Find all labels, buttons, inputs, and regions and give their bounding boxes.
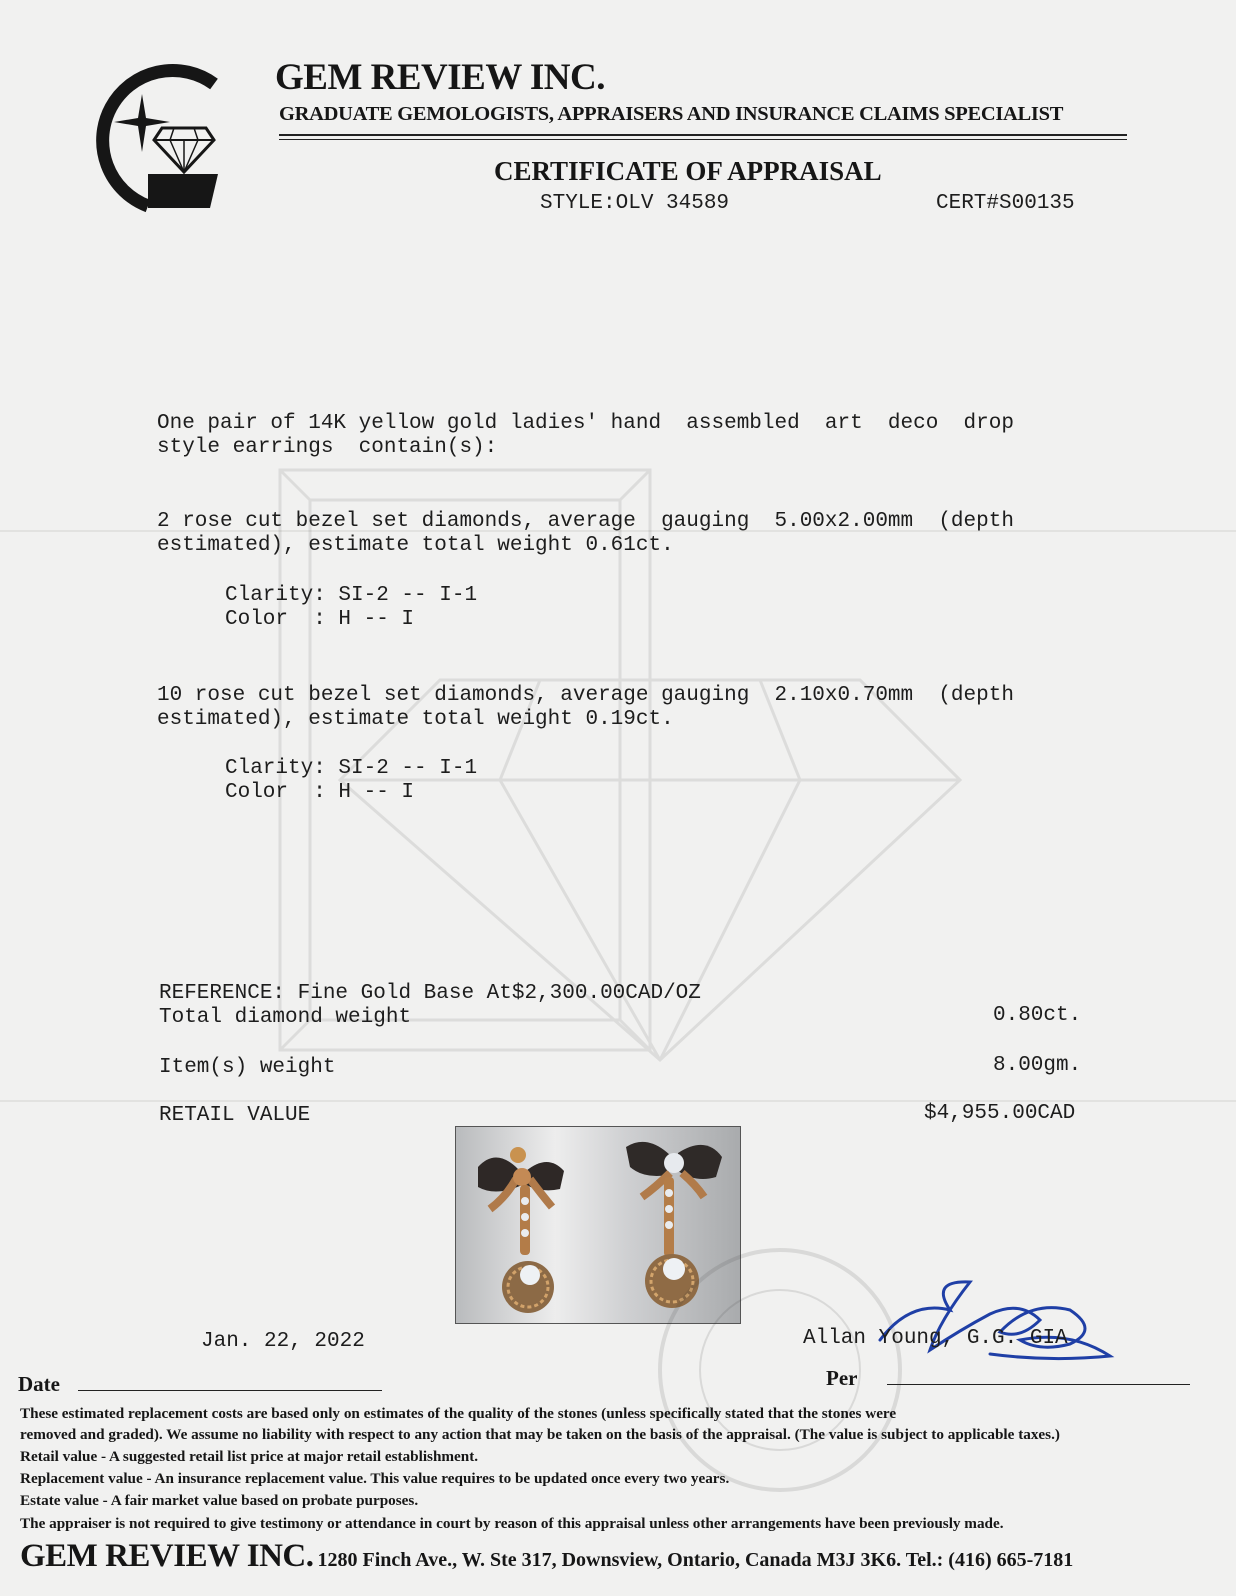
stone-group-line: 2 rose cut bezel set diamonds, average gauging 5.00x2.00mm (depth [157,510,1014,533]
appraiser-name: Allan Young, G.G. GIA [803,1327,1068,1350]
total-diamond-weight-value: 0.80ct. [993,1004,1082,1027]
disclaimer-line: The appraiser is not required to give testimony or attendance in court by reason of this appraisal unless other arrangements have been previously made. [20,1515,1004,1532]
footer-address: 1280 Finch Ave., W. Ste 317, Downsview, Ontario, Canada M3J 3K6. Tel.: (416) 665-7181 [317,1549,1074,1571]
header-rule [279,139,1127,140]
item-weight-value: 8.00gm. [993,1054,1082,1077]
date-signature-line [78,1390,382,1391]
stone-group-line: 10 rose cut bezel set diamonds, average gauging 2.10x0.70mm (depth [157,684,1014,707]
disclaimer-line: Estate value - A fair market value based on probate purposes. [20,1492,419,1509]
date-label: Date [18,1372,60,1396]
item-description-line: style earrings contain(s): [157,436,498,459]
gold-reference: REFERENCE: Fine Gold Base At$2,300.00CAD/OZ [159,982,701,1005]
company-name: GEM REVIEW INC. [275,57,605,98]
style-number: STYLE:OLV 34589 [540,192,730,215]
retail-value-amount: $4,955.00CAD [924,1102,1076,1125]
per-signature-line [887,1384,1190,1385]
stone-group-line: estimated), estimate total weight 0.61ct. [157,534,674,557]
footer [20,1538,1073,1575]
per-label: Per [826,1366,858,1390]
appraiser-signature-icon [870,1270,1140,1380]
item-weight-label: Item(s) weight [159,1056,336,1079]
stone-clarity: Clarity: SI-2 -- I-1 [225,757,478,780]
disclaimer-line: Replacement value - An insurance replacement value. This value requires to be updated once every two years. [20,1470,730,1487]
disclaimer-line: Retail value - A suggested retail list price at major retail establishment. [20,1448,479,1465]
header-rule [279,134,1127,136]
total-diamond-weight-label: Total diamond weight [159,1006,412,1029]
certificate-title: CERTIFICATE OF APPRAISAL [494,156,882,186]
stone-color: Color : H -- I [225,608,415,631]
item-description-line: One pair of 14K yellow gold ladies' hand assembled art deco drop [157,412,1014,435]
footer-company-name: GEM REVIEW INC. [20,1538,314,1574]
stone-group-line: estimated), estimate total weight 0.19ct. [157,708,674,731]
disclaimer-line: removed and graded). We assume no liability with respect to any action that may be taken on the basis of the appraisal. (The value is subject to applicable taxes.) [20,1426,1060,1443]
stone-color: Color : H -- I [225,781,415,804]
retail-value-label: RETAIL VALUE [159,1104,311,1127]
company-logo-icon [86,62,226,222]
disclaimer-line: These estimated replacement costs are based only on estimates of the quality of the stones (unless specifically stated that the stones were [20,1405,897,1422]
certificate-number: CERT#S00135 [936,192,1075,215]
company-subtitle: GRADUATE GEMOLOGISTS, APPRAISERS AND INSURANCE CLAIMS SPECIALIST [279,103,1064,125]
stone-clarity: Clarity: SI-2 -- I-1 [225,584,478,607]
appraisal-date: Jan. 22, 2022 [201,1330,365,1353]
